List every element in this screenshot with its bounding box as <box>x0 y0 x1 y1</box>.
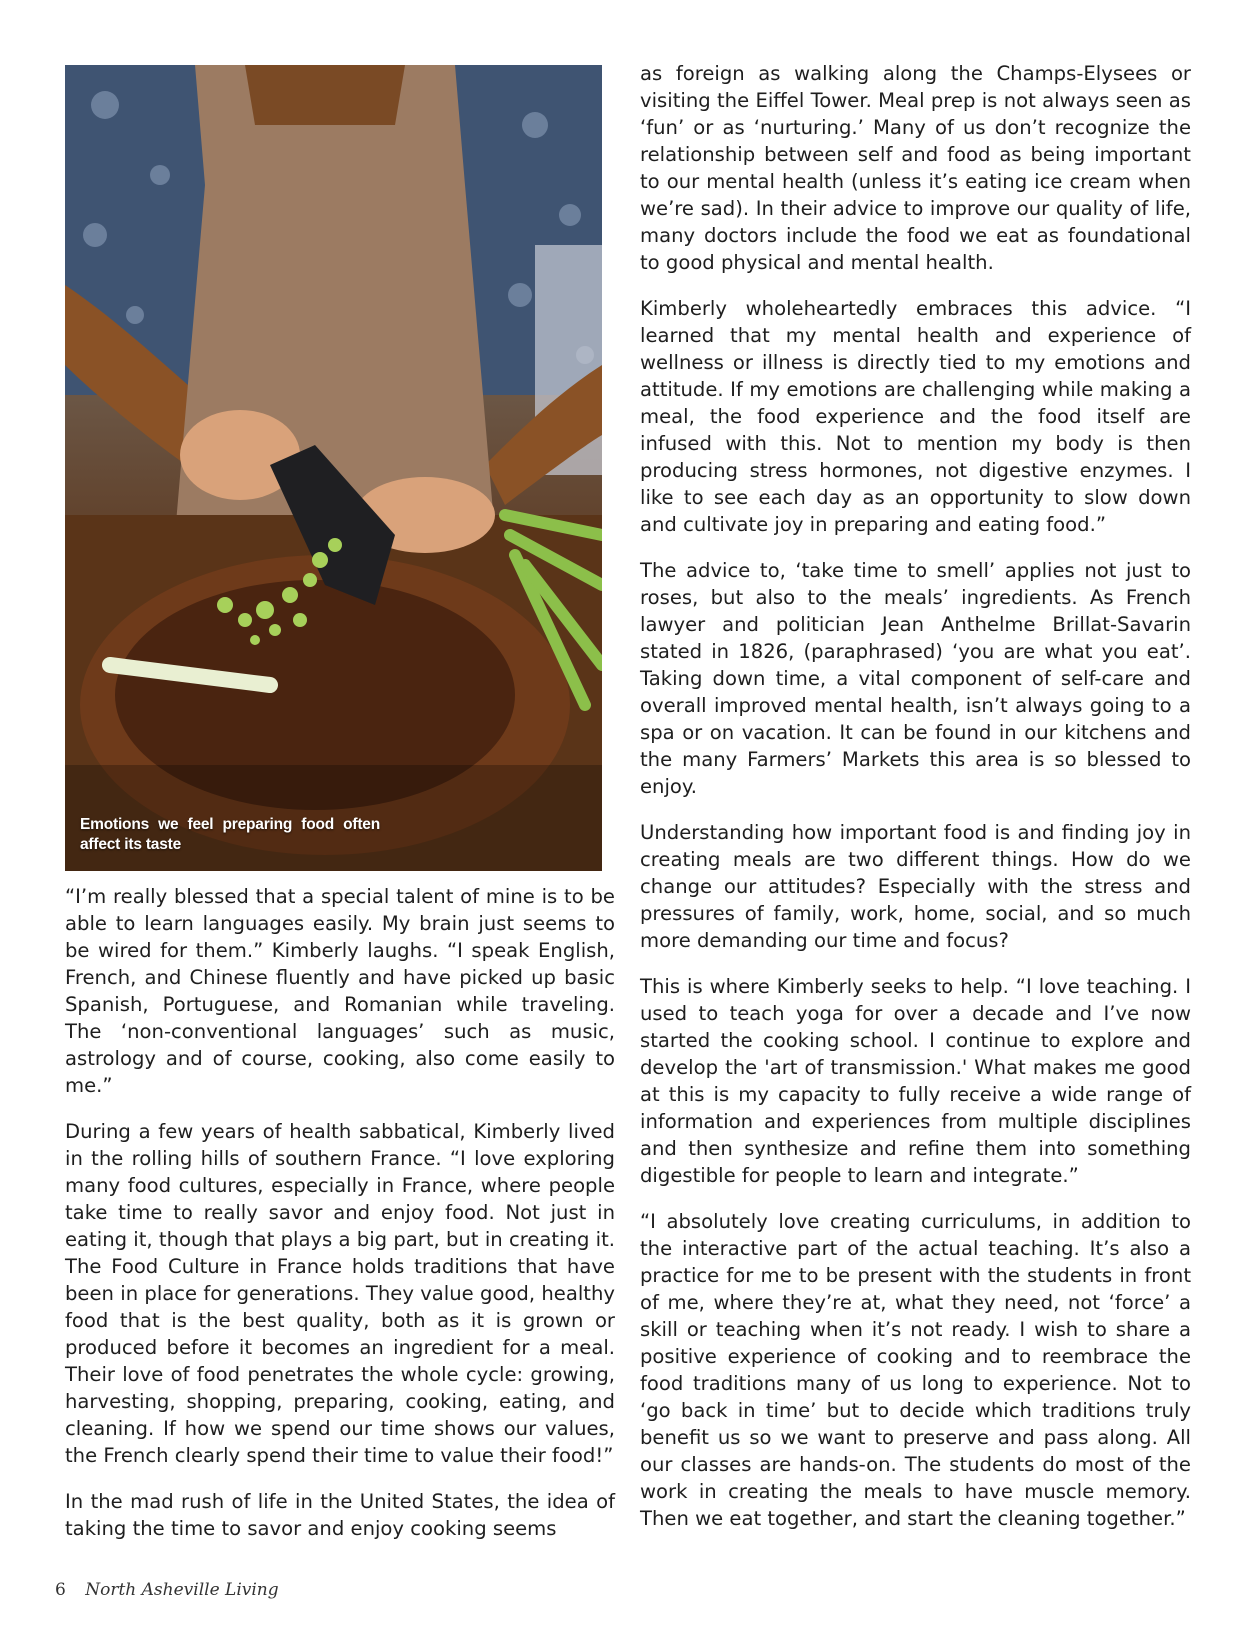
publication-name: North Asheville Living <box>85 1580 279 1600</box>
right-paragraph-2: Kimberly wholeheartedly embraces this advice. “I learned that my mental health and experience of wellness or illness is directly tied to my emotions and attitude. If my emotions are challenging while making a meal, the food experience and the food itself are infused with this. Not to mention my body is then producing stress hormones, not digestive enzymes. I like to see each day as an opportunity to slow down and cultivate joy in preparing and eating food.” <box>640 297 1191 536</box>
page-footer <box>55 1580 279 1600</box>
right-column <box>640 60 1191 1551</box>
right-paragraph-3: The advice to, ‘take time to smell’ applies not just to roses, but also to the meals’ ingredients. As French lawyer and politician Jean Anthelme Brillat-Savarin stated in 1826, (paraphrased) ‘you are what you eat’. Taking down time, a vital component of self-care and overall improved mental health, isn’t always going to a spa or on vacation. It can be found in our kitchens and the many Farmers’ Markets this area is so blessed to enjoy. <box>640 559 1191 798</box>
left-paragraph-3: In the mad rush of life in the United States, the idea of taking the time to savor and enjoy cooking seems <box>65 1490 615 1540</box>
right-paragraph-6: “I absolutely love creating curriculums, in addition to the interactive part of the actual teaching. It’s also a practice for me to be present with the students in front of me, where they’re at, what they need, not ‘force’ a skill or teaching when it’s not ready. I wish to share a positive experience of cooking and to reembrace the food traditions many of us long to experience. Not to ‘go back in time’ but to decide which traditions truly benefit us so we want to preserve and pass along. All our classes are hands-on. The students do most of the work in creating the meals to have muscle memory. Then we eat together, and start the cleaning together.” <box>640 1210 1191 1530</box>
right-paragraph-1: as foreign as walking along the Champs-Elysees or visiting the Eiffel Tower. Meal prep is not always seen as ‘fun’ or as ‘nurturing.’ Many of us don’t recognize the relationship between self and food as being important to our mental health (unless it’s eating ice cream when we’re sad). In their advice to improve our quality of life, many doctors include the food we eat as foundational to good physical and mental health. <box>640 62 1191 274</box>
cooking-photo-illustration <box>65 65 602 871</box>
page-number: 6 <box>55 1580 66 1600</box>
right-paragraph-4: Understanding how important food is and finding joy in creating meals are two different things. How do we change our attitudes? Especially with the stress and pressures of family, work, home, social, and so much more demanding our time and focus? <box>640 821 1191 952</box>
left-paragraph-2: During a few years of health sabbatical, Kimberly lived in the rolling hills of southern France. “I love exploring many food cultures, especially in France, where people take time to really savor and enjoy food. Not just in eating it, though that plays a big part, but in creating it. The Food Culture in France holds traditions that have been in place for generations. They value good, healthy food that is the best quality, both as it is grown or produced before it becomes an ingredient for a meal. Their love of food penetrates the whole cycle: growing, harvesting, shopping, preparing, cooking, eating, and cleaning. If how we spend our time shows our values, the French clearly spend their time to value their food!” <box>65 1120 615 1467</box>
photo-caption: Emotions we feel preparing food often affect its taste <box>80 816 380 853</box>
article-photo <box>65 65 602 871</box>
left-column <box>65 60 615 1561</box>
right-paragraph-5: This is where Kimberly seeks to help. “I love teaching. I used to teach yoga for over a decade and I’ve now started the cooking school. I continue to explore and develop the 'art of transmission.' What makes me good at this is my capacity to fully receive a wide range of information and experiences from multiple disciplines and then synthesize and refine them into something digestible for people to learn and integrate.” <box>640 975 1191 1187</box>
left-paragraph-1: “I’m really blessed that a special talent of mine is to be able to learn languages easily. My brain just seems to be wired for them.” Kimberly laughs. “I speak English, French, and Chinese fluently and have picked up basic Spanish, Portuguese, and Romanian while traveling. The ‘non-conventional languages’ such as music, astrology and of course, cooking, also come easily to me.” <box>65 885 615 1097</box>
